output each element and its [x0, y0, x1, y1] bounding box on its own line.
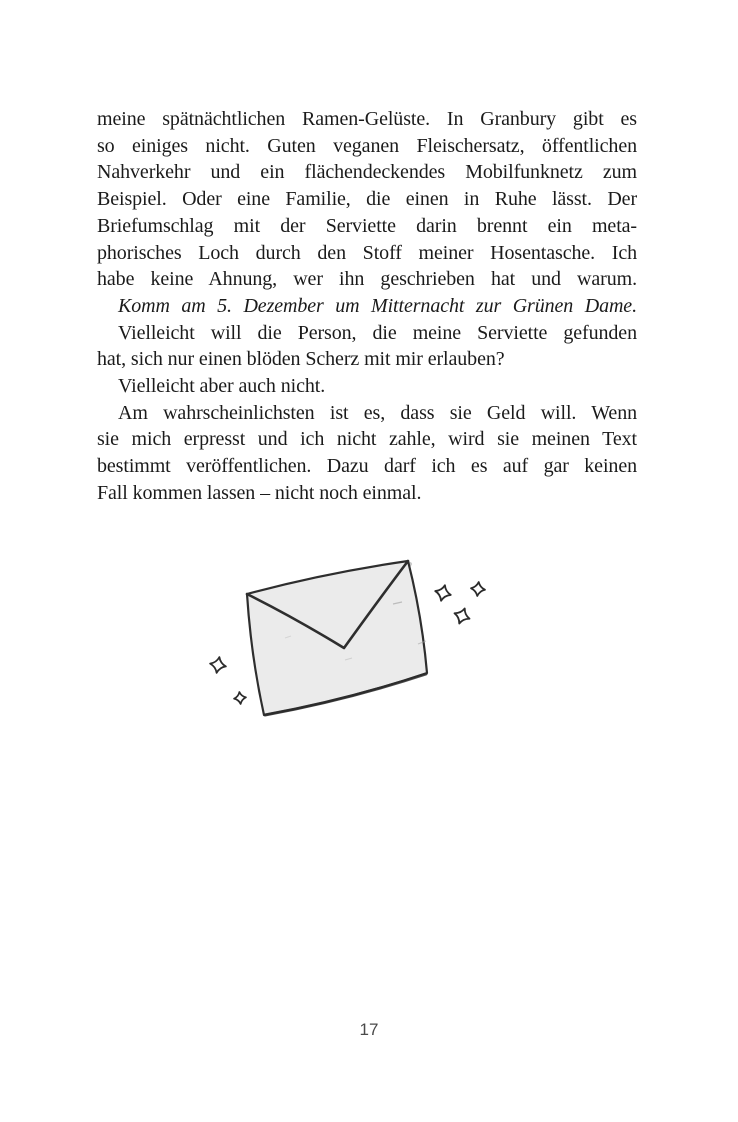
text-line: Nahverkehr und ein flächendeckendes Mobilfunknetz zum: [97, 161, 637, 184]
text-line: Beispiel. Oder eine Familie, die einen in Ruhe lässt. Der: [97, 188, 637, 211]
text-line: so einiges nicht. Guten veganen Fleischersatz, öffentlichen: [97, 134, 637, 157]
text-line: sie mich erpresst und ich nicht zahle, wird sie meinen Text: [97, 428, 637, 451]
envelope-illustration: [195, 548, 495, 728]
text-line: phorisches Loch durch den Stoff meiner Hosentasche. Ich: [97, 241, 637, 264]
body-text: [97, 106, 637, 507]
sparkle-icon: [470, 581, 485, 596]
text-line: habe keine Ahnung, wer ihn geschrieben hat und warum.: [97, 268, 637, 291]
text-line: hat, sich nur einen blöden Scherz mit mir erlauben?: [97, 348, 505, 371]
text-line: Vielleicht aber auch nicht.: [118, 375, 326, 398]
text-line: bestimmt veröffentlichen. Dazu darf ich es auf gar keinen: [97, 455, 637, 478]
sparkle-icon: [452, 606, 473, 627]
text-line: Komm am 5. Dezember um Mitternacht zur Grünen Dame.: [118, 294, 637, 317]
text-line: Fall kommen lassen – nicht noch einmal.: [97, 481, 422, 504]
text-line: meine spätnächtlichen Ramen-Gelüste. In Granbury gibt es: [97, 108, 637, 130]
sparkle-icon: [433, 583, 452, 602]
text-line: Vielleicht will die Person, die meine Serviette gefunden: [118, 321, 637, 344]
text-line: Briefumschlag mit der Serviette darin brennt ein meta-: [97, 214, 637, 237]
page-number: 17: [359, 1020, 379, 1039]
text-line: Am wahrscheinlichsten ist es, dass sie Geld will. Wenn: [118, 401, 637, 424]
envelope-body: [247, 561, 427, 715]
sparkle-icon: [233, 691, 246, 704]
sparkle-icon: [209, 656, 228, 675]
